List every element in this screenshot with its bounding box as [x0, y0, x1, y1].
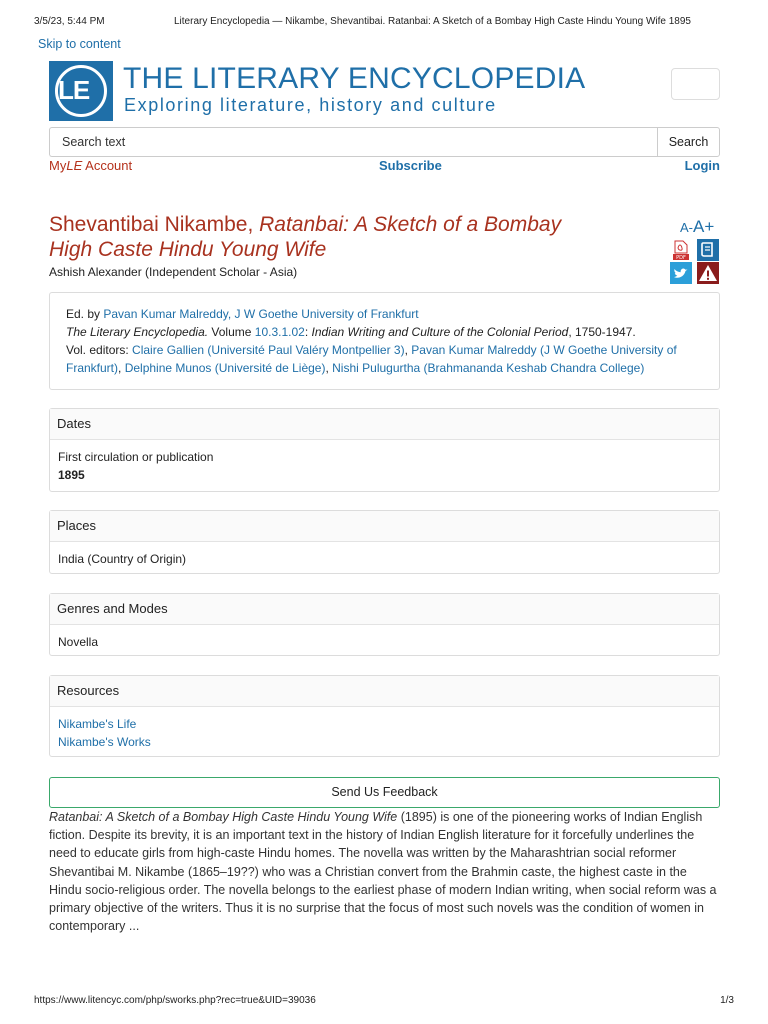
myle-account-link[interactable]: [49, 158, 132, 174]
search-input[interactable]: Search text: [49, 127, 657, 157]
place-value: India (Country of Origin): [58, 552, 187, 566]
font-smaller-button[interactable]: A-: [680, 220, 693, 235]
article-title: [49, 212, 609, 262]
site-tagline: Exploring literature, history and culture: [124, 95, 497, 115]
vol-editor-link[interactable]: Delphine Munos (Université de Liège): [124, 361, 326, 375]
dates-panel: [49, 408, 720, 492]
article-abstract: [49, 808, 721, 935]
svg-text:PDF: PDF: [676, 255, 686, 261]
vol-editor-link[interactable]: Pavan Kumar Malreddy (J W Goethe University of Frankfurt): [66, 343, 677, 375]
vol-editor-link[interactable]: Claire Gallien (Université Paul Valéry Montpellier 3): [132, 343, 405, 357]
print-page-number: 1/3: [720, 995, 734, 1006]
site-name[interactable]: THE LITERARY ENCYCLOPEDIA: [123, 62, 586, 95]
vol-editors-label: Vol. editors:: [66, 343, 133, 357]
abstract-year: (1895): [397, 810, 437, 824]
search-button[interactable]: Search: [657, 127, 720, 157]
genres-heading: Genres and Modes: [50, 594, 719, 625]
genres-panel: [49, 593, 720, 656]
send-feedback-button[interactable]: Send Us Feedback: [49, 777, 720, 808]
volume-title: Indian Writing and Culture of the Colonial Period: [311, 325, 569, 339]
edited-by-line: [66, 305, 703, 323]
first-publication-year: 1895: [58, 468, 85, 482]
pdf-icon[interactable]: [670, 239, 692, 261]
login-link[interactable]: Login: [684, 158, 720, 173]
places-panel: [49, 510, 720, 574]
editor-link[interactable]: Pavan Kumar Malreddy, J W Goethe University of Frankfurt: [103, 307, 419, 321]
volume-label: Volume: [208, 325, 255, 339]
print-page-title: Literary Encyclopedia — Nikambe, Shevantibai. Ratanbai: A Sketch of a Bombay High Caste Hindu Young Wife 1895: [174, 16, 691, 27]
print-header: [34, 16, 734, 30]
font-larger-button[interactable]: A+: [693, 217, 715, 236]
resource-link-life[interactable]: Nikambe's Life: [58, 717, 137, 731]
logo-letters: LE: [58, 75, 90, 105]
resource-link-works[interactable]: Nikambe's Works: [58, 735, 151, 749]
print-date: 3/5/23, 5:44 PM: [34, 16, 105, 27]
article-work-title: Ratanbai: A Sketch of a Bombay High Caste Hindu Young Wife: [49, 213, 562, 261]
volume-range: , 1750-1947.: [568, 325, 636, 339]
myle-my: My: [49, 158, 67, 173]
vol-editor-link[interactable]: Nishi Pulugurtha (Brahmananda Keshab Chandra College): [332, 361, 645, 375]
font-size-controls: [680, 217, 714, 237]
resources-heading: Resources: [50, 676, 719, 707]
resources-panel: [49, 675, 720, 757]
article-byline: Ashish Alexander (Independent Scholar - Asia): [49, 265, 298, 279]
print-footer: [34, 995, 734, 1009]
volume-editors-line: Vol. editors: Claire Gallien (Université Paul Valéry Montpellier 3), Pavan Kumar Malreddy (J W Goethe University of Frankfurt), Delphine Munos (Université de Liège), Nishi Pulugurtha (Brahmananda Keshab Chandra College): [66, 343, 677, 375]
subscribe-link[interactable]: Subscribe: [379, 158, 442, 173]
le-logo[interactable]: [49, 61, 113, 121]
abstract-work-title: Ratanbai: A Sketch of a Bombay High Caste Hindu Young Wife: [49, 810, 398, 824]
menu-toggle-button[interactable]: [671, 68, 720, 100]
book-icon[interactable]: [697, 239, 719, 261]
editorial-info-panel: [49, 292, 720, 390]
places-heading: Places: [50, 511, 719, 542]
myle-le: LE: [66, 158, 83, 173]
dates-heading: Dates: [50, 409, 719, 440]
article-author-name: Shevantibai Nikambe,: [49, 213, 260, 236]
genre-value: Novella: [58, 635, 99, 649]
publication-name: The Literary Encyclopedia.: [66, 325, 209, 339]
volume-number-link[interactable]: 10.3.1.02: [254, 325, 305, 339]
myle-account-label: Account: [82, 158, 133, 173]
abstract-body: is one of the pioneering works of Indian English fiction. Despite its brevity, it is an important text in the history of Indian English literature for it forcefully underlines the need to educate girls from high-caste Hindu homes. The novella was written by the Maharashtrian social reformer Shevantibai M. Nikambe (1865–19??) who was a Christian convert from the Brahmin caste, the highest caste in the Hindu socio-religious order. The novella belongs to the earliest phase of modern Indian writing, when social reform was a primary objective of the writers. Thus it is no surprise that the focus of most such novels was the condition of women in contemporary ...: [49, 810, 717, 934]
ed-by-label: Ed. by: [66, 307, 104, 321]
warning-icon[interactable]: [697, 262, 719, 284]
twitter-icon[interactable]: [670, 262, 692, 284]
volume-line: The Literary Encyclopedia. Volume 10.3.1.02: Indian Writing and Culture of the Colonial Period, 1750-1947.: [66, 325, 636, 339]
print-url: https://www.litencyc.com/php/sworks.php?rec=true&UID=39036: [34, 995, 316, 1006]
skip-to-content-link[interactable]: Skip to content: [38, 37, 121, 51]
search-bar: [49, 127, 720, 157]
first-publication-label: First circulation or publication: [58, 450, 214, 464]
